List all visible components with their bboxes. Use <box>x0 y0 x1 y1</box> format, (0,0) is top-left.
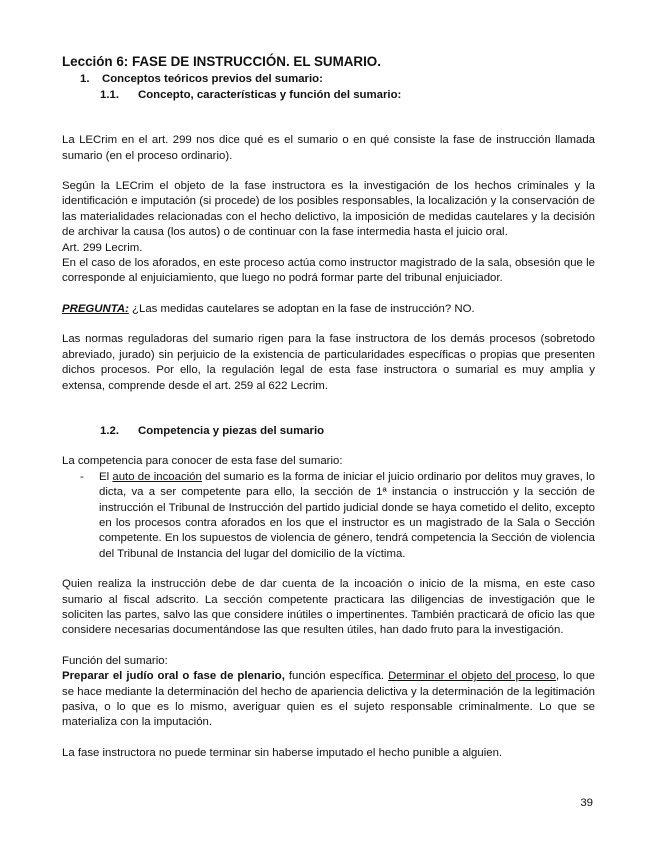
question-line <box>62 302 595 317</box>
underlined-phrase: Determinar el objeto del proceso <box>388 670 556 683</box>
question-text: ¿Las medidas cautelares se adoptan en la fase de instrucción? NO. <box>128 302 475 315</box>
section-heading-1 <box>80 72 595 87</box>
paragraph-competencia: La competencia para conocer de esta fase del sumario: <box>62 455 343 468</box>
bullet-dash: - <box>80 470 84 483</box>
subsection-heading-1-2 <box>100 424 595 439</box>
underlined-term: auto de incoación <box>112 470 202 483</box>
paragraph-funcion-title: Función del sumario: <box>62 654 168 667</box>
list-item <box>80 470 595 562</box>
question-label: PREGUNTA: <box>62 302 129 315</box>
paragraph-final: La fase instructora no puede terminar sin haberse imputado el hecho punible a alguien. <box>62 746 503 759</box>
page-number: 39 <box>580 797 593 809</box>
lesson-title: Lección 6: FASE DE INSTRUCCIÓN. EL SUMARIO. <box>62 54 381 69</box>
paragraph-objeto: Según la LECrim el objeto de la fase instructora es la investigación de los hechos criminales y la identificación e imputación (si procede) de los posibles responsables, la localización y la conservación de las materialidades relacionadas con el hecho delictivo, la imposición de medidas cautelares y la decisión de archivar la causa (los autos) o de continuar con la fase intermedia hasta el juicio oral. <box>62 180 595 239</box>
paragraph-definition: La LECrim en el art. 299 nos dice qué es el sumario o en qué consiste la fase de instrucción llamada sumario (en el proceso ordinario). <box>62 134 595 162</box>
section-title: Conceptos teóricos previos del sumario: <box>102 73 323 86</box>
subsection-title: Competencia y piezas del sumario <box>138 424 325 437</box>
paragraph-instruccion: Quien realiza la instrucción debe de dar cuenta de la incoación o inicio de la misma, en este caso sumario al fiscal adscrito. La sección competente practicara las diligencias de investigación que le soliciten las partes, salvo las que considere inútiles o impertinentes. También practicará de oficio las que considere necesarias documentándose las que resulten útiles, han dado fruto para la investigación. <box>62 578 595 637</box>
subsection-number: 1.2. <box>100 424 119 437</box>
subsection-heading-1-1 <box>100 88 595 103</box>
bold-phrase: Preparar el judío oral o fase de plenario, <box>62 670 285 683</box>
paragraph-aforados: En el caso de los aforados, en este proceso actúa como instructor magistrado de la sala, obsesión que le corresponde al enjuiciamiento, que luego no podrá formar parte del tribunal enjuiciador. <box>62 257 595 285</box>
subsection-title: Concepto, características y función del sumario: <box>138 88 402 101</box>
section-number: 1. <box>80 73 90 86</box>
paragraph-normas: Las normas reguladoras del sumario rigen para la fase instructora de los demás procesos (sobretodo abreviado, jurado) sin perjuicio de la existencia de particularidades específicas o propias que presenten dichos procesos. Por ello, la regulación legal de esta fase instructora o sumarial es muy amplia y extensa, comprende desde el art. 259 al 622 Lecrim. <box>62 333 595 392</box>
paragraph-funcion: Preparar el judío oral o fase de plenario, función específica. Determinar el objeto del proceso, lo que se hace mediante la determinación del hecho de apariencia delictiva y la determinación de la legitimación pasiva, o lo que es lo mismo, averiguar quien es el sujeto responsable criminalmente. Lo que se materializa con la imputación. <box>62 670 595 729</box>
subsection-number: 1.1. <box>100 88 119 101</box>
bullet-text: El auto de incoación del sumario es la forma de iniciar el juicio ordinario por delitos muy graves, lo dicta, va a ser competente para ello, la sección de 1ª instancia o instrucción y la sección de instrucción el Tribunal de Instrucción del partido judicial donde se haya cometido el delito, excepto en los procesos contra aforados en los que el instructor es un magistrado de la Sala o Sección competente. En los supuestos de violencia de género, tendrá competencia la Sección de violencia del Tribunal de Instancia del lugar del domicilio de la víctima. <box>99 470 596 560</box>
document-page <box>62 54 595 761</box>
paragraph-reference: Art. 299 Lecrim. <box>62 241 143 254</box>
